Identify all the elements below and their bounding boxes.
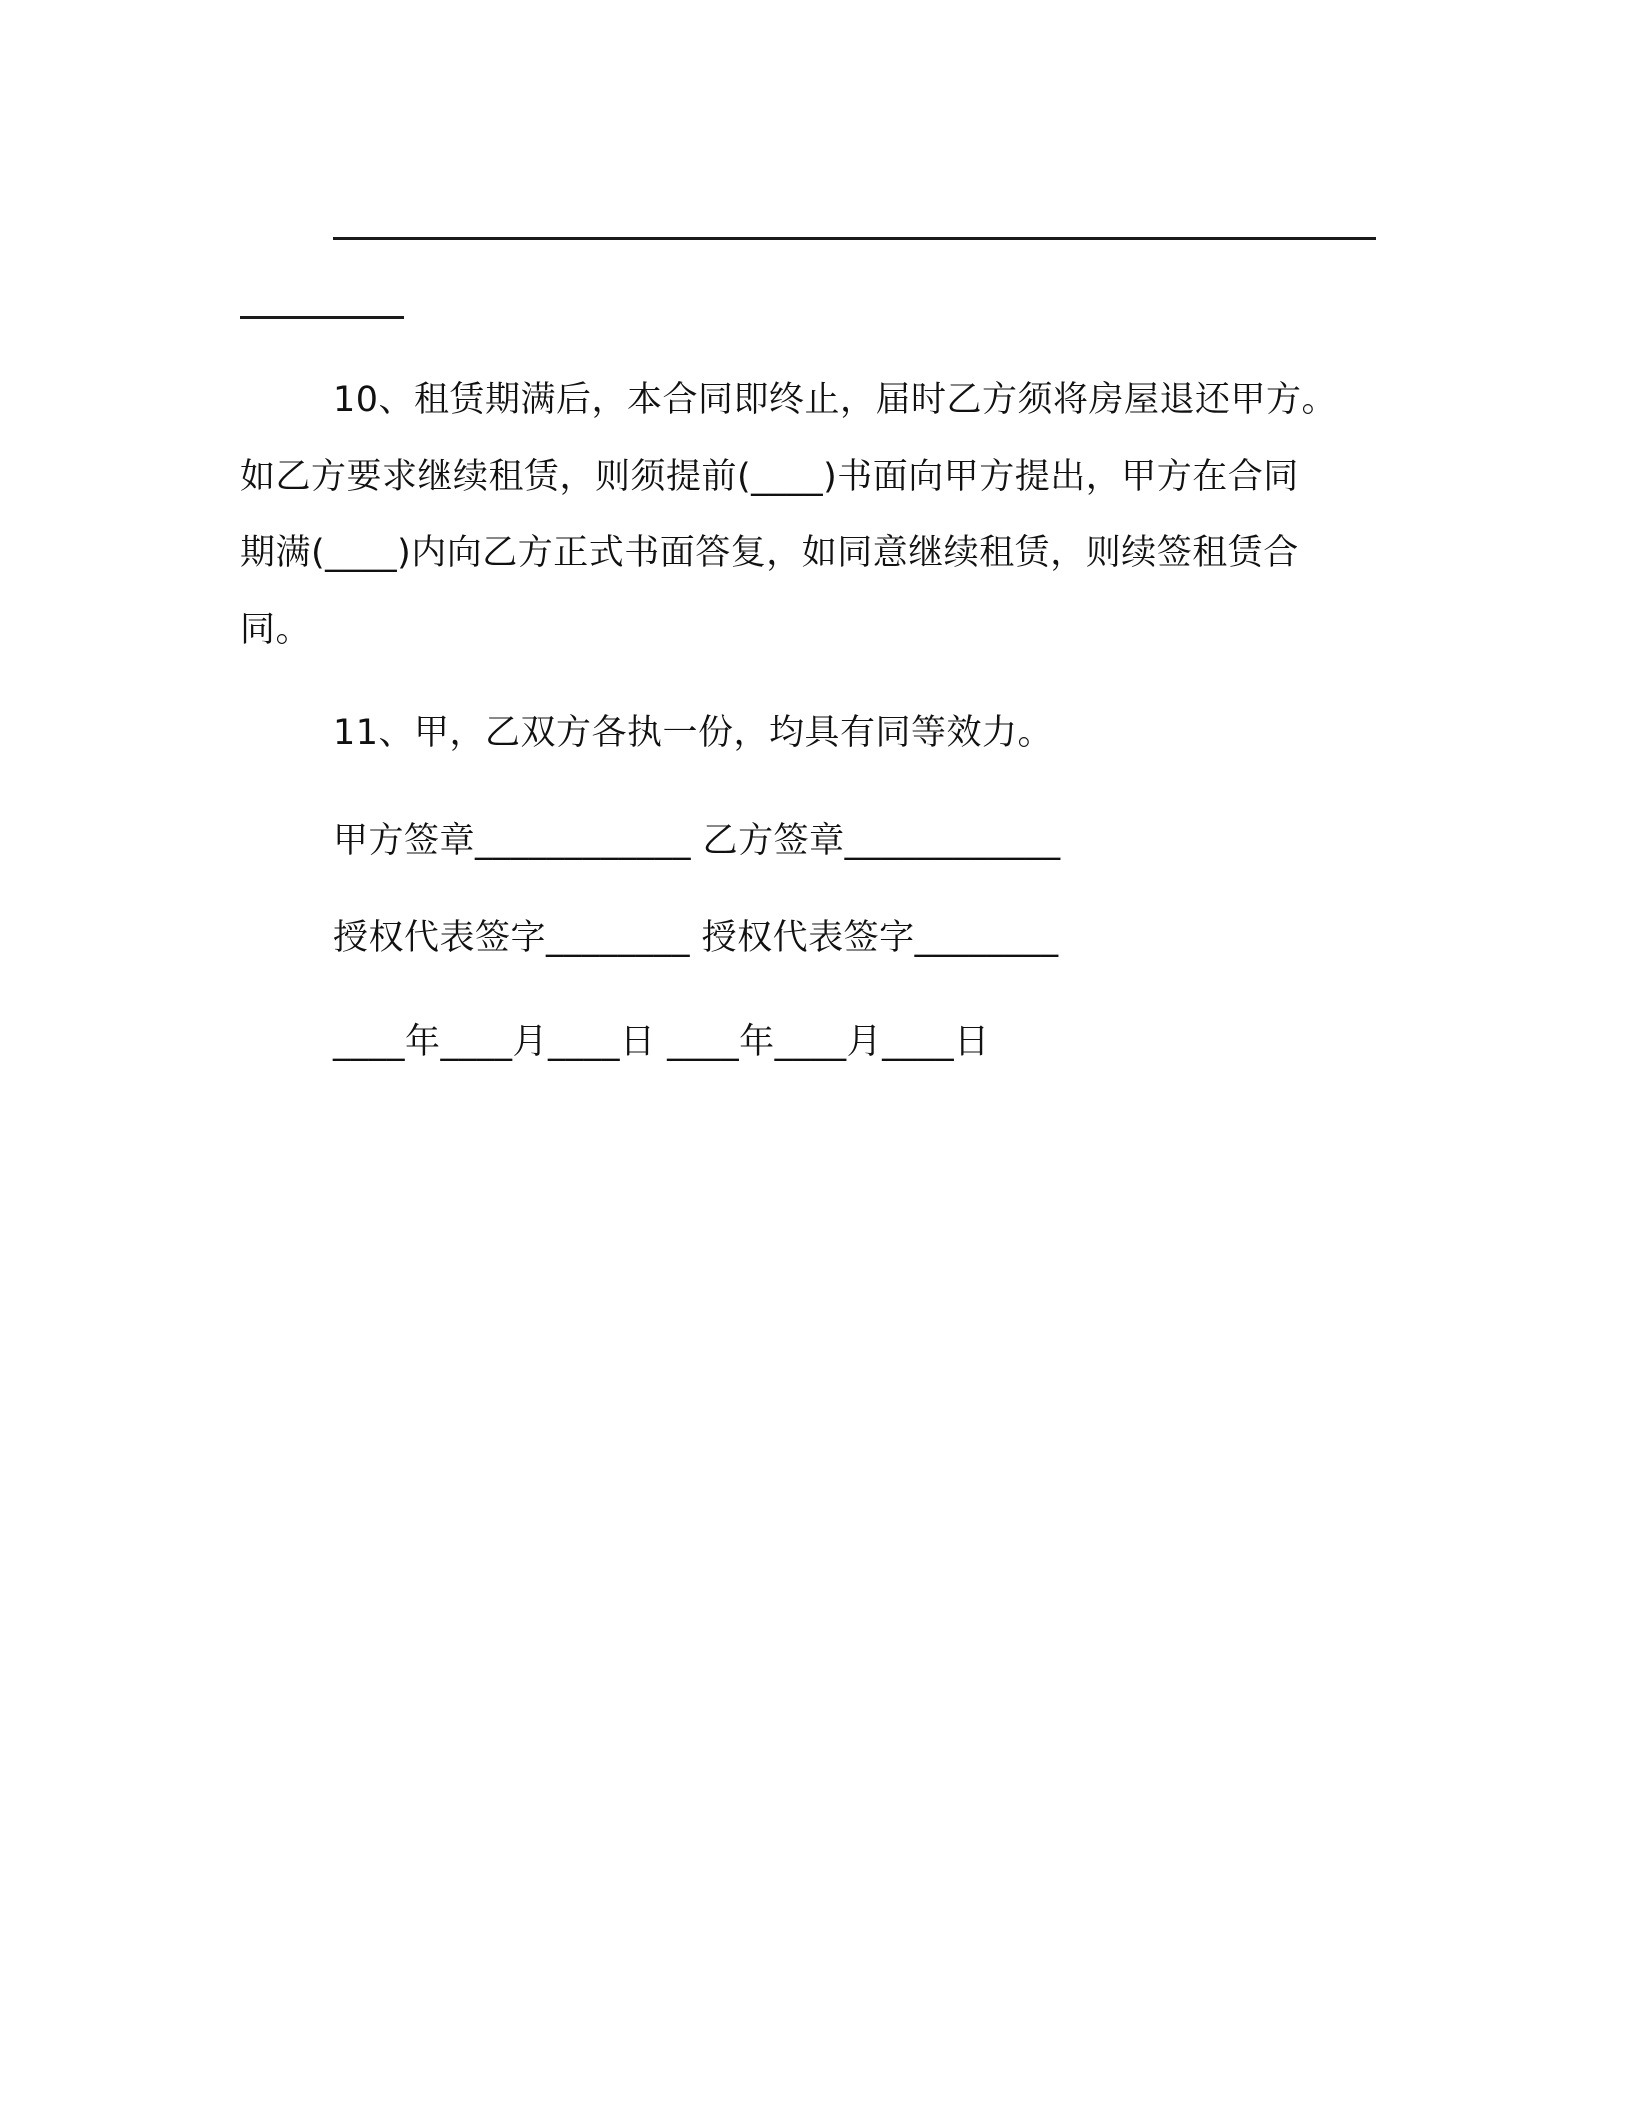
seal-signature-line: 甲方签章____________ 乙方签章____________ bbox=[333, 821, 1061, 861]
clause-10-line-4: 同。 bbox=[240, 610, 312, 650]
clause-10-line-3: 期满(____)内向乙方正式书面答复，如同意继续租赁，则续签租赁合 bbox=[240, 533, 1299, 573]
clause-10-line-2: 如乙方要求继续租赁，则须提前(____)书面向甲方提出，甲方在合同 bbox=[240, 457, 1299, 497]
date-line: ____年____月____日 ____年____月____日 bbox=[333, 1022, 990, 1062]
representative-signature-line: 授权代表签字________ 授权代表签字________ bbox=[333, 918, 1059, 958]
clause-11: 11、甲，乙双方各执一份，均具有同等效力。 bbox=[333, 713, 1054, 753]
clause-10-line-1: 10、租赁期满后，本合同即终止，届时乙方须将房屋退还甲方。 bbox=[333, 380, 1338, 420]
blank-fill-line-short bbox=[240, 316, 404, 319]
blank-fill-line-long bbox=[333, 237, 1376, 240]
